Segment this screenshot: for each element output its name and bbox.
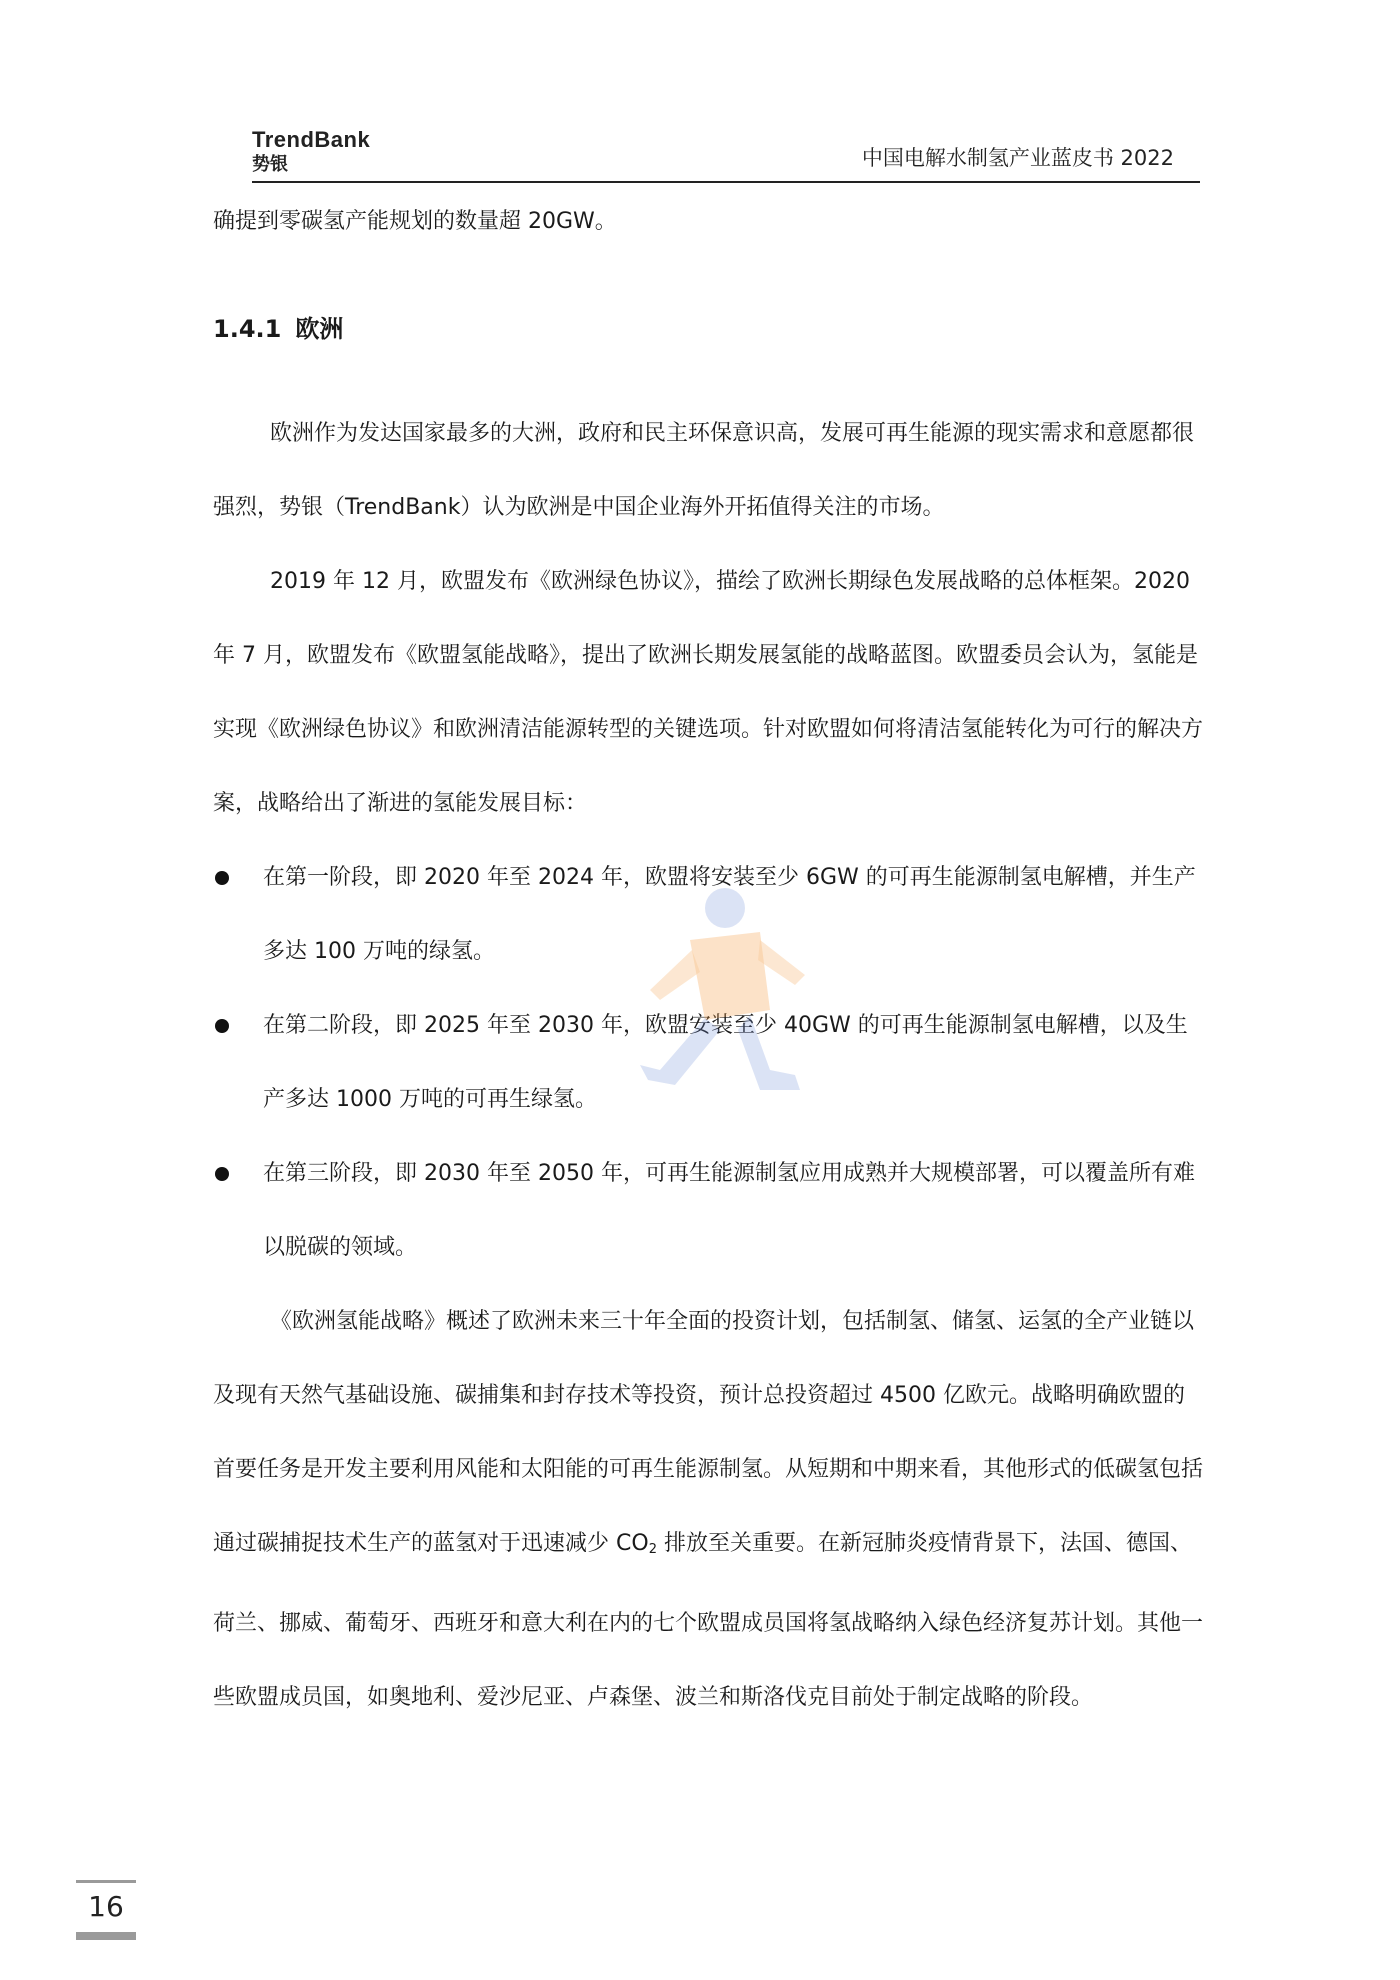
page-number-rule-top [76,1880,136,1883]
co2-subscript: 2 [648,1542,657,1557]
section-number: 1.4.1 [213,315,282,343]
bullet-dot-icon [215,1167,229,1181]
page-number: 16 [88,1890,124,1923]
section-title: 欧洲 [295,315,344,343]
paragraph-3 [213,1285,1203,1735]
document-title: 中国电解水制氢产业蓝皮书 2022 [861,146,1174,170]
page-number-rule-bottom [76,1932,136,1940]
section-heading [213,309,343,349]
bullet-text: 在第一阶段，即 2020 年至 2024 年，欧盟将安装至少 6GW 的可再生能源制氢电解槽，并生产多达 100 万吨的绿氢。 [263,865,1196,964]
running-figure-watermark-icon [620,880,820,1110]
bullet-text: 在第二阶段，即 2025 年至 2030 年，欧盟安装至少 40GW 的可再生能源制氢电解槽，以及生产多达 1000 万吨的可再生绿氢。 [263,1013,1188,1112]
paragraph-1: 欧洲作为发达国家最多的大洲，政府和民主环保意识高，发展可再生能源的现实需求和意愿都很强烈，势银（TrendBank）认为欧洲是中国企业海外开拓值得关注的市场。 [213,421,1195,520]
paragraph-2: 2019 年 12 月，欧盟发布《欧洲绿色协议》，描绘了欧洲长期绿色发展战略的总体框架。2020 年 7 月，欧盟发布《欧盟氢能战略》，提出了欧洲长期发展氢能的战略蓝图。欧盟委员会认为，氢能是实现《欧洲绿色协议》和欧洲清洁能源转型的关键选项。针对欧盟如何将清洁氢能转化为可行的解决方案，战略给出了渐进的氢能发展目标： [213,569,1204,816]
header-divider [252,181,1200,183]
bullet-dot-icon [215,871,229,885]
carry-over-line: 确提到零碳氢产能规划的数量超 20GW。 [213,209,617,234]
brand-name-cn: 势银 [252,154,288,175]
bullet-item [213,1137,1203,1285]
brand-name-en: TrendBank [252,127,371,152]
bullet-dot-icon [215,1019,229,1033]
paragraph-3-text: 《欧洲氢能战略》概述了欧洲未来三十年全面的投资计划，包括制氢、储氢、运氢的全产业链以及现有天然气基础设施、碳捕集和封存技术等投资，预计总投资超过 4500 亿欧元。战略明确欧盟的首要任务是开发主要利用风能和太阳能的可再生能源制氢。从短期和中期来看，其他形式的低碳氢包括通过碳捕捉技术生产的蓝氢对于迅速减少 CO [213,1309,1204,1556]
bullet-text: 在第三阶段，即 2030 年至 2050 年，可再生能源制氢应用成熟并大规模部署，可以覆盖所有难以脱碳的领域。 [263,1161,1195,1260]
brand-logo [252,128,370,176]
paragraph-3-text-continued: 排放至关重要。在新冠肺炎疫情背景下，法国、德国、荷兰、挪威、葡萄牙、西班牙和意大利在内的七个欧盟成员国将氢战略纳入绿色经济复苏计划。其他一些欧盟成员国，如奥地利、爱沙尼亚、卢森堡、波兰和斯洛伐克目前处于制定战略的阶段。 [213,1531,1204,1710]
